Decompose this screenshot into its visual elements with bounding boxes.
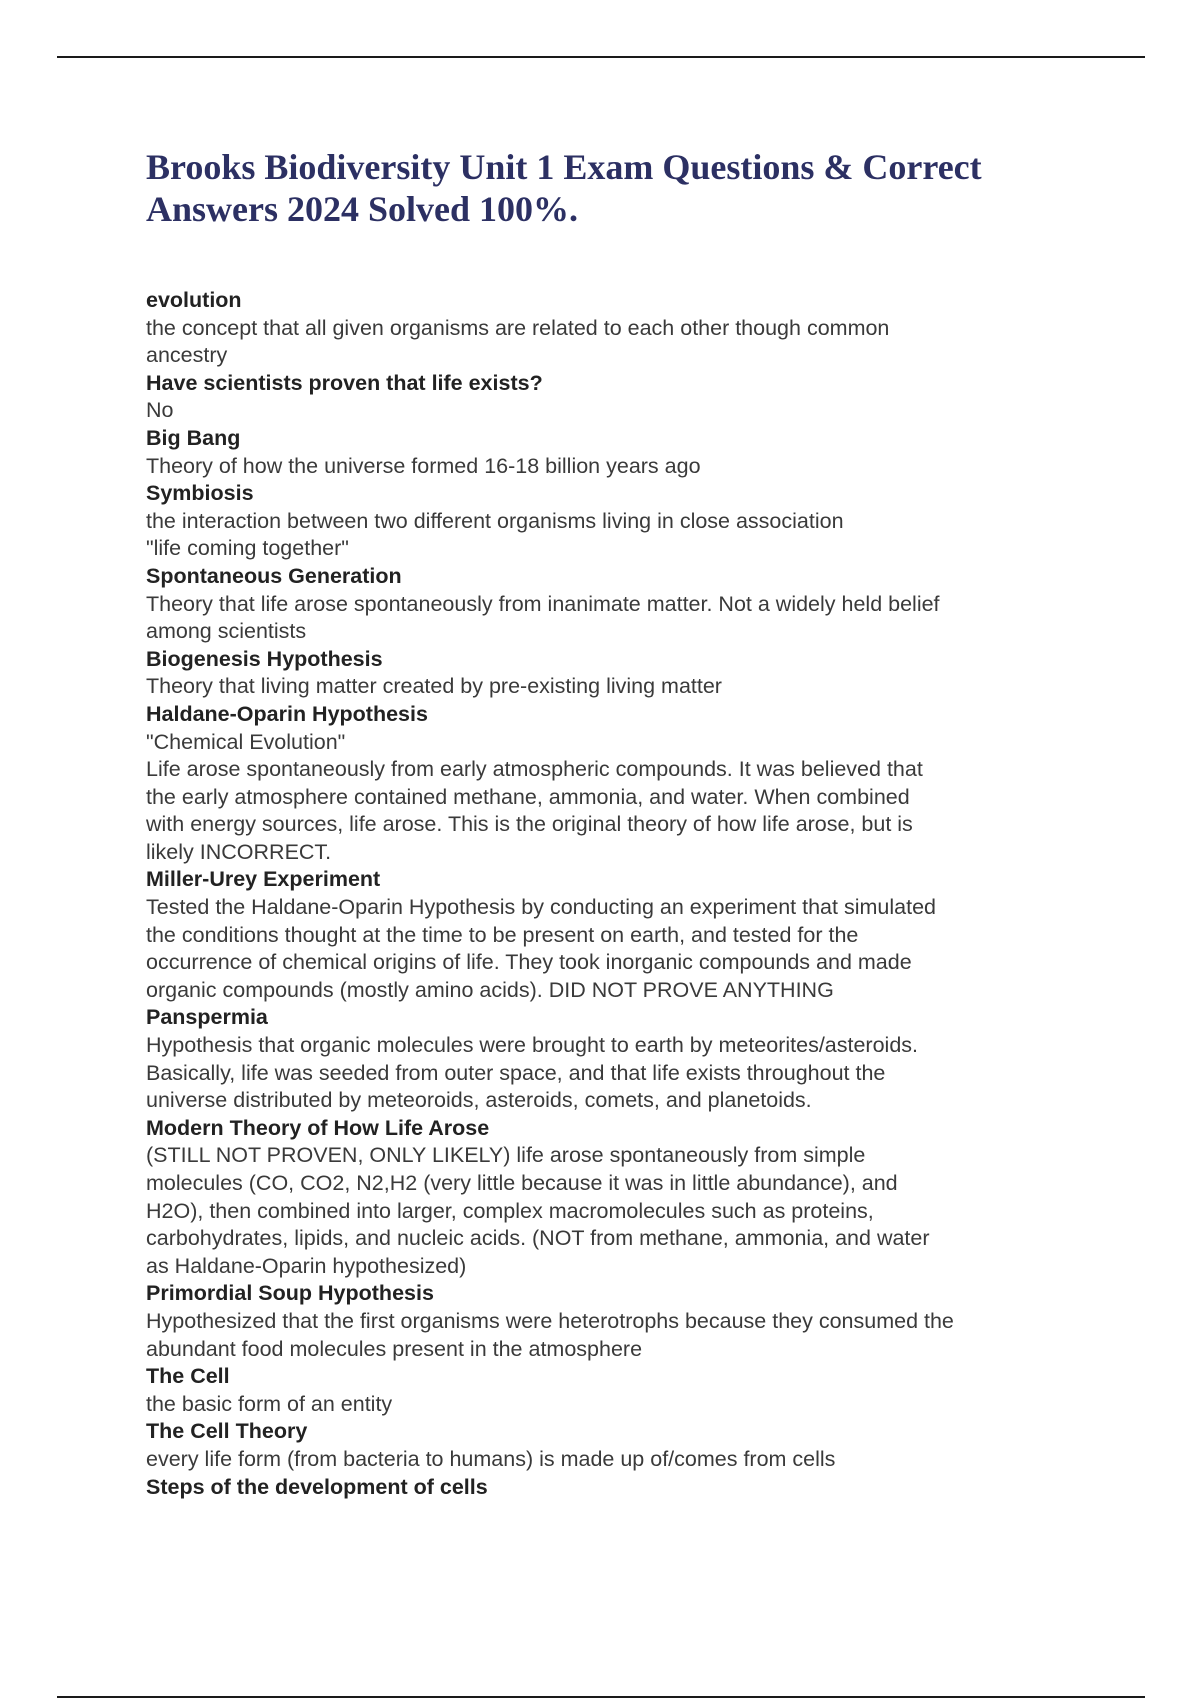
entry-term: Modern Theory of How Life Arose bbox=[146, 1115, 490, 1140]
entry-definition-line: every life form (from bacteria to humans) is made up of/comes from cells bbox=[146, 1446, 836, 1471]
qa-entry bbox=[146, 563, 1076, 646]
entry-term: Primordial Soup Hypothesis bbox=[146, 1281, 434, 1306]
qa-entry bbox=[146, 425, 1076, 480]
entry-definition-line: "Chemical Evolution" bbox=[146, 729, 346, 754]
qa-entry bbox=[146, 1474, 1076, 1502]
entry-definition-line: Theory that life arose spontaneously from inanimate matter. Not a widely held belief bbox=[146, 591, 940, 616]
header-rule bbox=[57, 56, 1145, 58]
entry-term: Panspermia bbox=[146, 1005, 268, 1030]
entry-term: The Cell Theory bbox=[146, 1419, 308, 1444]
entry-term: Haldane-Oparin Hypothesis bbox=[146, 701, 428, 726]
entry-term: Steps of the development of cells bbox=[146, 1474, 488, 1499]
entry-definition-line: with energy sources, life arose. This is the original theory of how life arose, but is bbox=[146, 812, 913, 837]
entry-definition-line: (STILL NOT PROVEN, ONLY LIKELY) life arose spontaneously from simple bbox=[146, 1143, 866, 1168]
entry-definition-line: organic compounds (mostly amino acids). DID NOT PROVE ANYTHING bbox=[146, 977, 834, 1002]
entry-definition-line: Tested the Haldane-Oparin Hypothesis by conducting an experiment that simulated bbox=[146, 895, 936, 920]
entry-definition-line: Hypothesized that the first organisms were heterotrophs because they consumed the bbox=[146, 1308, 954, 1333]
entry-definition-line: the interaction between two different organisms living in close association bbox=[146, 508, 844, 533]
entry-definition-line: the basic form of an entity bbox=[146, 1391, 393, 1416]
entry-definition-line: Hypothesis that organic molecules were brought to earth by meteorites/asteroids. bbox=[146, 1033, 919, 1058]
entry-definition-line: the conditions thought at the time to be present on earth, and tested for the bbox=[146, 922, 859, 947]
qa-entry bbox=[146, 1418, 1076, 1473]
qa-entry bbox=[146, 1115, 1076, 1281]
title-line-2: Answers 2024 Solved 100%. bbox=[146, 189, 579, 229]
entry-definition-line: Theory that living matter created by pre-existing living matter bbox=[146, 674, 722, 699]
entry-definition-line: the concept that all given organisms are related to each other though common bbox=[146, 315, 890, 340]
document-title bbox=[146, 146, 1106, 230]
entry-definition-line: "life coming together" bbox=[146, 536, 349, 561]
entry-definition-line: molecules (CO, CO2, N2,H2 (very little because it was in little abundance), and bbox=[146, 1171, 898, 1195]
entry-term: The Cell bbox=[146, 1364, 230, 1389]
entry-definition-line: abundant food molecules present in the atmosphere bbox=[146, 1336, 643, 1361]
qa-entry bbox=[146, 701, 1076, 867]
entry-definition-line: Theory of how the universe formed 16-18 billion years ago bbox=[146, 453, 701, 478]
qa-entry bbox=[146, 1363, 1076, 1418]
entry-definition-line: among scientists bbox=[146, 619, 307, 644]
entry-definition-line: ancestry bbox=[146, 343, 228, 368]
title-line-1: Brooks Biodiversity Unit 1 Exam Questions & Correct bbox=[146, 147, 982, 187]
entry-term: Biogenesis Hypothesis bbox=[146, 646, 383, 671]
entry-definition-line: No bbox=[146, 398, 174, 423]
qa-list bbox=[146, 287, 1076, 1501]
entry-definition-line: carbohydrates, lipids, and nucleic acids. (NOT from methane, ammonia, and water bbox=[146, 1226, 930, 1251]
qa-entry bbox=[146, 1280, 1076, 1363]
qa-entry bbox=[146, 1004, 1076, 1114]
entry-definition-line: the early atmosphere contained methane, ammonia, and water. When combined bbox=[146, 784, 910, 809]
entry-term: Symbiosis bbox=[146, 481, 254, 506]
entry-term: Miller-Urey Experiment bbox=[146, 867, 381, 892]
entry-definition-line: occurrence of chemical origins of life. They took inorganic compounds and made bbox=[146, 950, 912, 975]
entry-definition-line: H2O), then combined into larger, complex macromolecules such as proteins, bbox=[146, 1198, 874, 1223]
qa-entry bbox=[146, 646, 1076, 701]
entry-definition-line: Basically, life was seeded from outer space, and that life exists throughout the bbox=[146, 1060, 886, 1085]
footer-rule bbox=[57, 1696, 1145, 1698]
entry-definition-line: as Haldane-Oparin hypothesized) bbox=[146, 1253, 467, 1278]
entry-definition-line: Life arose spontaneously from early atmospheric compounds. It was believed that bbox=[146, 757, 923, 782]
entry-term: evolution bbox=[146, 288, 242, 312]
qa-entry bbox=[146, 866, 1076, 1004]
entry-definition-line: universe distributed by meteoroids, asteroids, comets, and planetoids. bbox=[146, 1088, 812, 1113]
entry-term: Have scientists proven that life exists? bbox=[146, 370, 543, 395]
entry-term: Spontaneous Generation bbox=[146, 563, 402, 588]
entry-definition-line: likely INCORRECT. bbox=[146, 839, 332, 864]
entry-term: Big Bang bbox=[146, 425, 241, 450]
qa-entry bbox=[146, 370, 1076, 425]
qa-entry bbox=[146, 480, 1076, 563]
qa-entry bbox=[146, 287, 1076, 370]
